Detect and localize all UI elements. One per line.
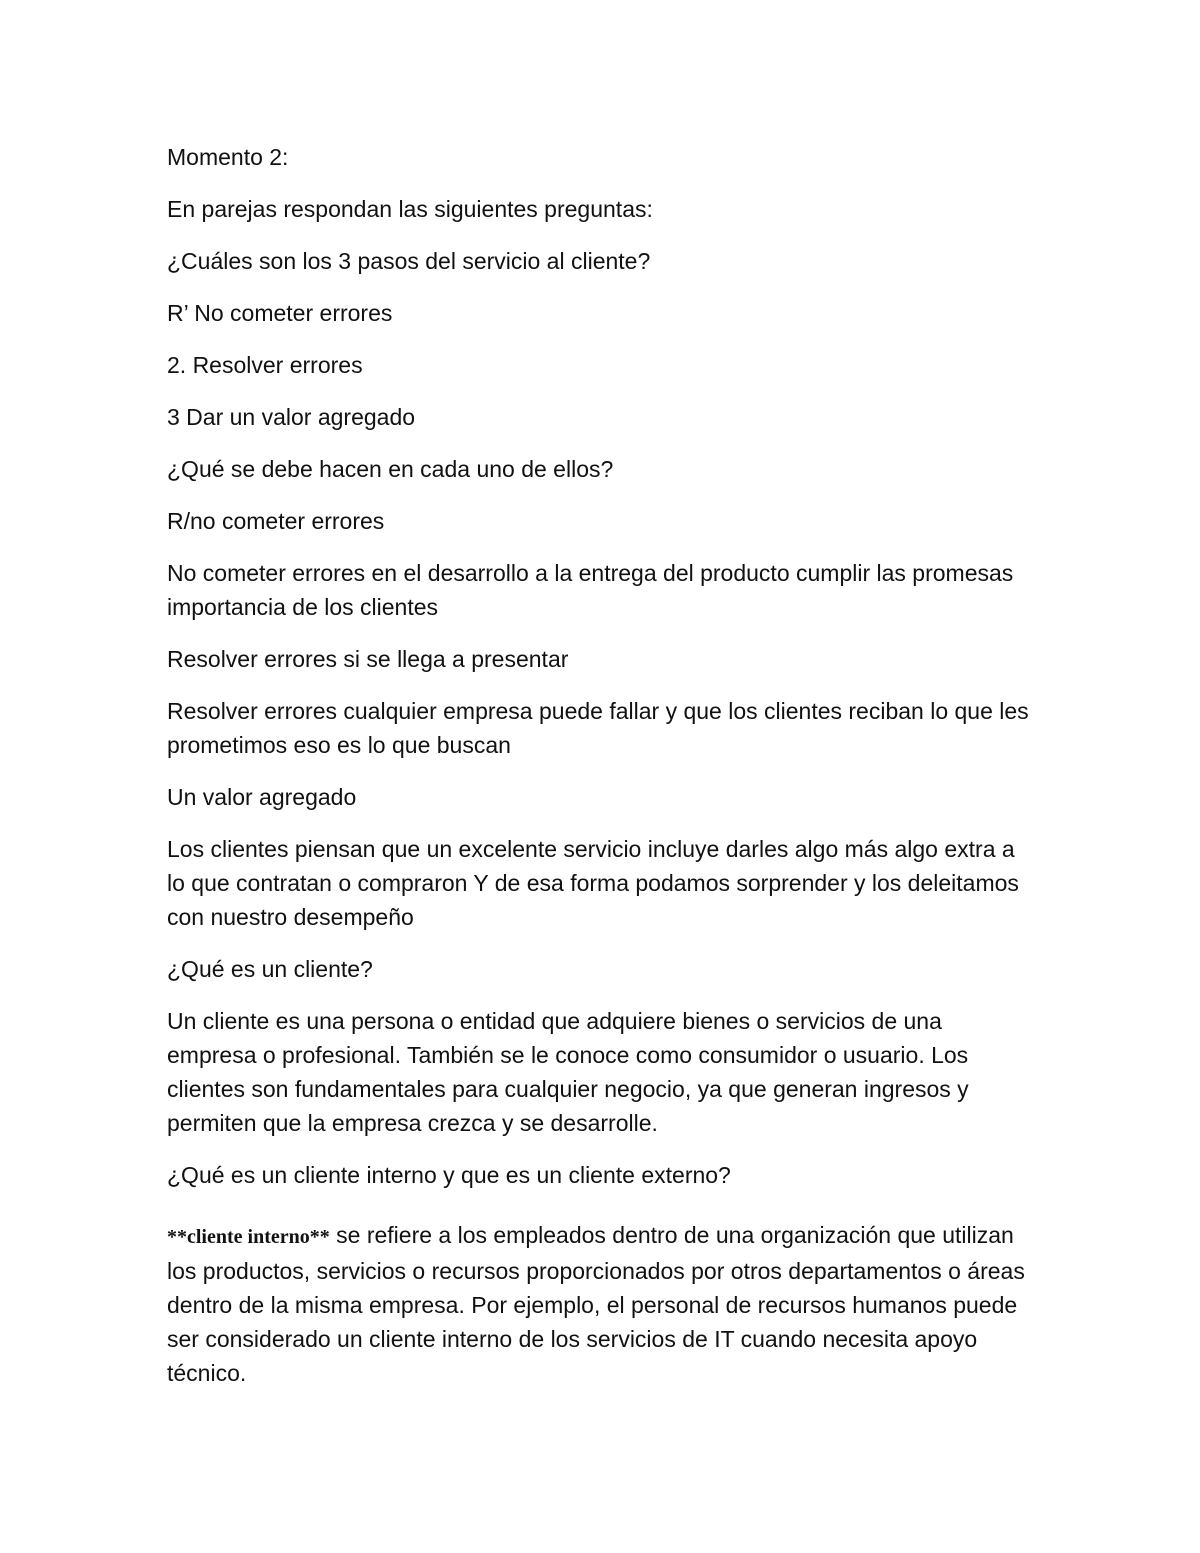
answer-1-step-2: 2. Resolver errores: [167, 352, 363, 378]
answer-4-text: se refiere a los empleados dentro de una organización que utilizan los productos, servicios o recursos proporcionados por otros departamentos o áreas dentro de la misma empresa. Por ejemplo, el personal de recursos humanos puede ser considerado un cliente interno de los servicios de IT cuando necesita apoyo técnico.: [167, 1222, 1025, 1386]
answer-1-step-1: R’ No cometer errores: [167, 300, 393, 326]
question-2: ¿Qué se debe hacen en cada uno de ellos?: [167, 456, 614, 482]
answer-2-title-3: Un valor agregado: [167, 784, 357, 810]
question-3: ¿Qué es un cliente?: [167, 956, 373, 982]
answer-1-step-3: 3 Dar un valor agregado: [167, 404, 416, 430]
answer-2-text-1: No cometer errores en el desarrollo a la entrega del producto cumplir las promesas importancia de los clientes: [167, 560, 1014, 620]
answer-2-text-3: Los clientes piensan que un excelente servicio incluye darles algo más algo extra a lo que contratan o compraron Y de esa forma podamos sorprender y los deleitamos con nuestro desempeño: [167, 836, 1019, 930]
document-body: [167, 140, 1037, 1408]
document-heading: Momento 2:: [167, 144, 289, 170]
instruction-text: En parejas respondan las siguientes preguntas:: [167, 196, 653, 222]
question-1: ¿Cuáles son los 3 pasos del servicio al cliente?: [167, 248, 651, 274]
answer-4: [167, 1218, 1037, 1390]
answer-4-bold-term: **cliente interno**: [167, 1226, 330, 1248]
answer-2-title-2: Resolver errores si se llega a presentar: [167, 646, 569, 672]
answer-2-title-1: R/no cometer errores: [167, 508, 385, 534]
answer-2-text-2: Resolver errores cualquier empresa puede fallar y que los clientes reciban lo que les prometimos eso es lo que buscan: [167, 698, 1029, 758]
question-4: ¿Qué es un cliente interno y que es un cliente externo?: [167, 1162, 731, 1188]
answer-3: Un cliente es una persona o entidad que adquiere bienes o servicios de una empresa o profesional. También se le conoce como consumidor o usuario. Los clientes son fundamentales para cualquier negocio, ya que generan ingresos y permiten que la empresa crezca y se desarrolle.: [167, 1008, 969, 1136]
